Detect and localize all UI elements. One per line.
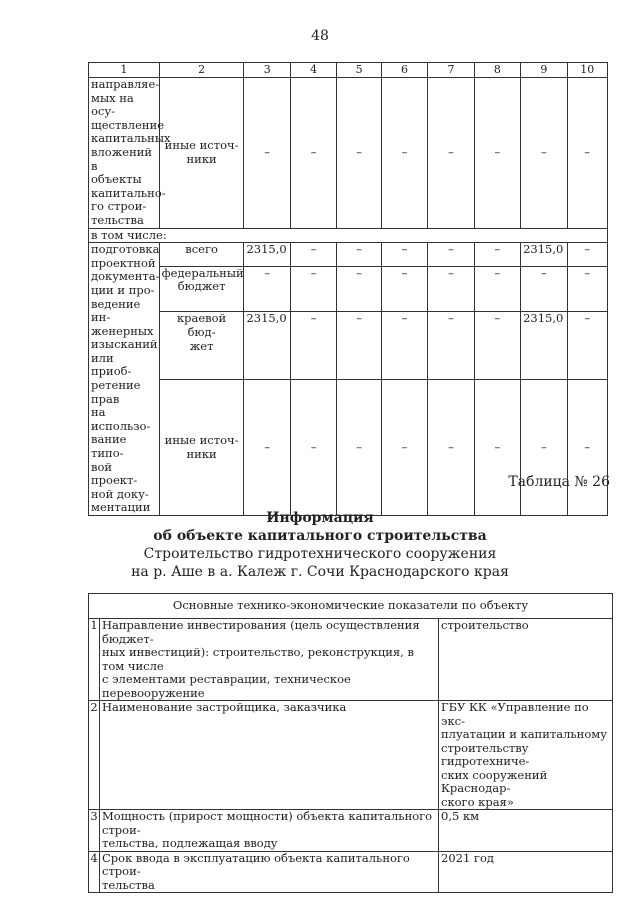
col-header: 5	[337, 63, 381, 78]
table-row	[89, 380, 608, 516]
table-cell: 2315,0	[521, 243, 567, 267]
table-cell: –	[428, 243, 474, 267]
table-cell: –	[381, 243, 427, 267]
indicator-value: 0,5 км	[439, 810, 613, 852]
funding-table	[88, 62, 608, 516]
table-row	[89, 78, 608, 229]
table-cell: –	[567, 380, 607, 516]
table-cell: –	[244, 78, 290, 229]
page-number: 48	[311, 28, 329, 44]
row-number: 4	[89, 851, 100, 893]
col-header: 6	[381, 63, 427, 78]
table-cell: –	[337, 266, 381, 312]
table-cell: –	[337, 78, 381, 229]
table-cell: –	[428, 266, 474, 312]
col-header: 2	[159, 63, 244, 78]
table-row	[89, 851, 613, 893]
table-cell: –	[381, 312, 427, 380]
table-caption: Основные технико-экономические показатели по объекту	[89, 594, 613, 619]
object-title-line1: Строительство гидротехнического сооружения	[143, 546, 497, 562]
table-row	[89, 243, 608, 267]
table-cell: –	[381, 266, 427, 312]
including-label: в том числе:	[89, 228, 608, 243]
table-cell: –	[428, 78, 474, 229]
row-label: направляе- мых на осу- ществление капитальных вложений в объекты капитально- го строи- тельства	[89, 78, 160, 229]
row-number: 2	[89, 701, 100, 810]
table-row	[89, 228, 608, 243]
table-cell: –	[567, 243, 607, 267]
table-cell: –	[521, 380, 567, 516]
table-number: Таблица № 26	[508, 474, 610, 490]
indicator-label: Наименование застройщика, заказчика	[100, 701, 439, 810]
col-header: 3	[244, 63, 290, 78]
source-label: иные источ- ники	[159, 78, 244, 229]
col-header: 4	[290, 63, 336, 78]
table-cell: 2315,0	[244, 243, 290, 267]
col-header: 9	[521, 63, 567, 78]
col-header: 1	[89, 63, 160, 78]
col-header: 7	[428, 63, 474, 78]
indicators-table	[88, 593, 613, 893]
source-label: федеральный бюджет	[159, 266, 244, 312]
table-cell: –	[567, 266, 607, 312]
table-cell: –	[290, 78, 336, 229]
table-cell: –	[474, 243, 520, 267]
source-label: краевой бюд- жет	[159, 312, 244, 380]
indicator-label: Срок ввода в эксплуатацию объекта капитального строи- тельства	[100, 851, 439, 893]
table-row	[89, 810, 613, 852]
table-row	[89, 312, 608, 380]
table-cell: 2315,0	[521, 312, 567, 380]
col-header: 8	[474, 63, 520, 78]
table-cell: –	[474, 380, 520, 516]
table-row	[89, 701, 613, 810]
table-cell: 2315,0	[244, 312, 290, 380]
table-cell: –	[567, 78, 607, 229]
table-cell: –	[474, 78, 520, 229]
table-cell: –	[290, 243, 336, 267]
table-cell: –	[290, 380, 336, 516]
table-cell: –	[474, 266, 520, 312]
row-number: 1	[89, 619, 100, 701]
source-label: иные источ- ники	[159, 380, 244, 516]
table-cell: –	[521, 266, 567, 312]
object-title-line2: на р. Аше в а. Калеж г. Сочи Краснодарского края	[131, 564, 509, 580]
table-cell: –	[428, 312, 474, 380]
table-cell: –	[474, 312, 520, 380]
indicator-value: ГБУ КК «Управление по экс- плуатации и капитальному строительству гидротехниче- ских сооружений Краснодар- ского края»	[439, 701, 613, 810]
indicator-value: 2021 год	[439, 851, 613, 893]
table-cell: –	[337, 380, 381, 516]
table-cell: –	[290, 312, 336, 380]
table-caption-row	[89, 594, 613, 619]
indicator-value: строительство	[439, 619, 613, 701]
row-number: 3	[89, 810, 100, 852]
table-row	[89, 619, 613, 701]
table-cell: –	[521, 78, 567, 229]
row-label: подготовка проектной документа- ции и про- ведение ин- женерных изысканий или приоб- ретение прав на использо- вание типо- вой проект- ной доку- ментации	[89, 243, 160, 516]
indicator-label: Мощность (прирост мощности) объекта капитального строи- тельства, подлежащая вводу	[100, 810, 439, 852]
indicator-label: Направление инвестирования (цель осуществления бюджет- ных инвестиций): строительство, реконструкция, в том числе с элементами реставрации, техническое перевооружение	[100, 619, 439, 701]
table-cell: –	[381, 380, 427, 516]
table-cell: –	[337, 243, 381, 267]
table-cell: –	[244, 266, 290, 312]
table-row	[89, 266, 608, 312]
table-cell: –	[428, 380, 474, 516]
column-numbers-row	[89, 63, 608, 78]
table-cell: –	[290, 266, 336, 312]
col-header: 10	[567, 63, 607, 78]
section-heading: Информация	[266, 510, 374, 526]
section-subheading: об объекте капитального строительства	[153, 528, 487, 544]
table-cell: –	[337, 312, 381, 380]
table-cell: –	[381, 78, 427, 229]
table-cell: –	[244, 380, 290, 516]
table-cell: –	[567, 312, 607, 380]
source-label: всего	[159, 243, 244, 267]
